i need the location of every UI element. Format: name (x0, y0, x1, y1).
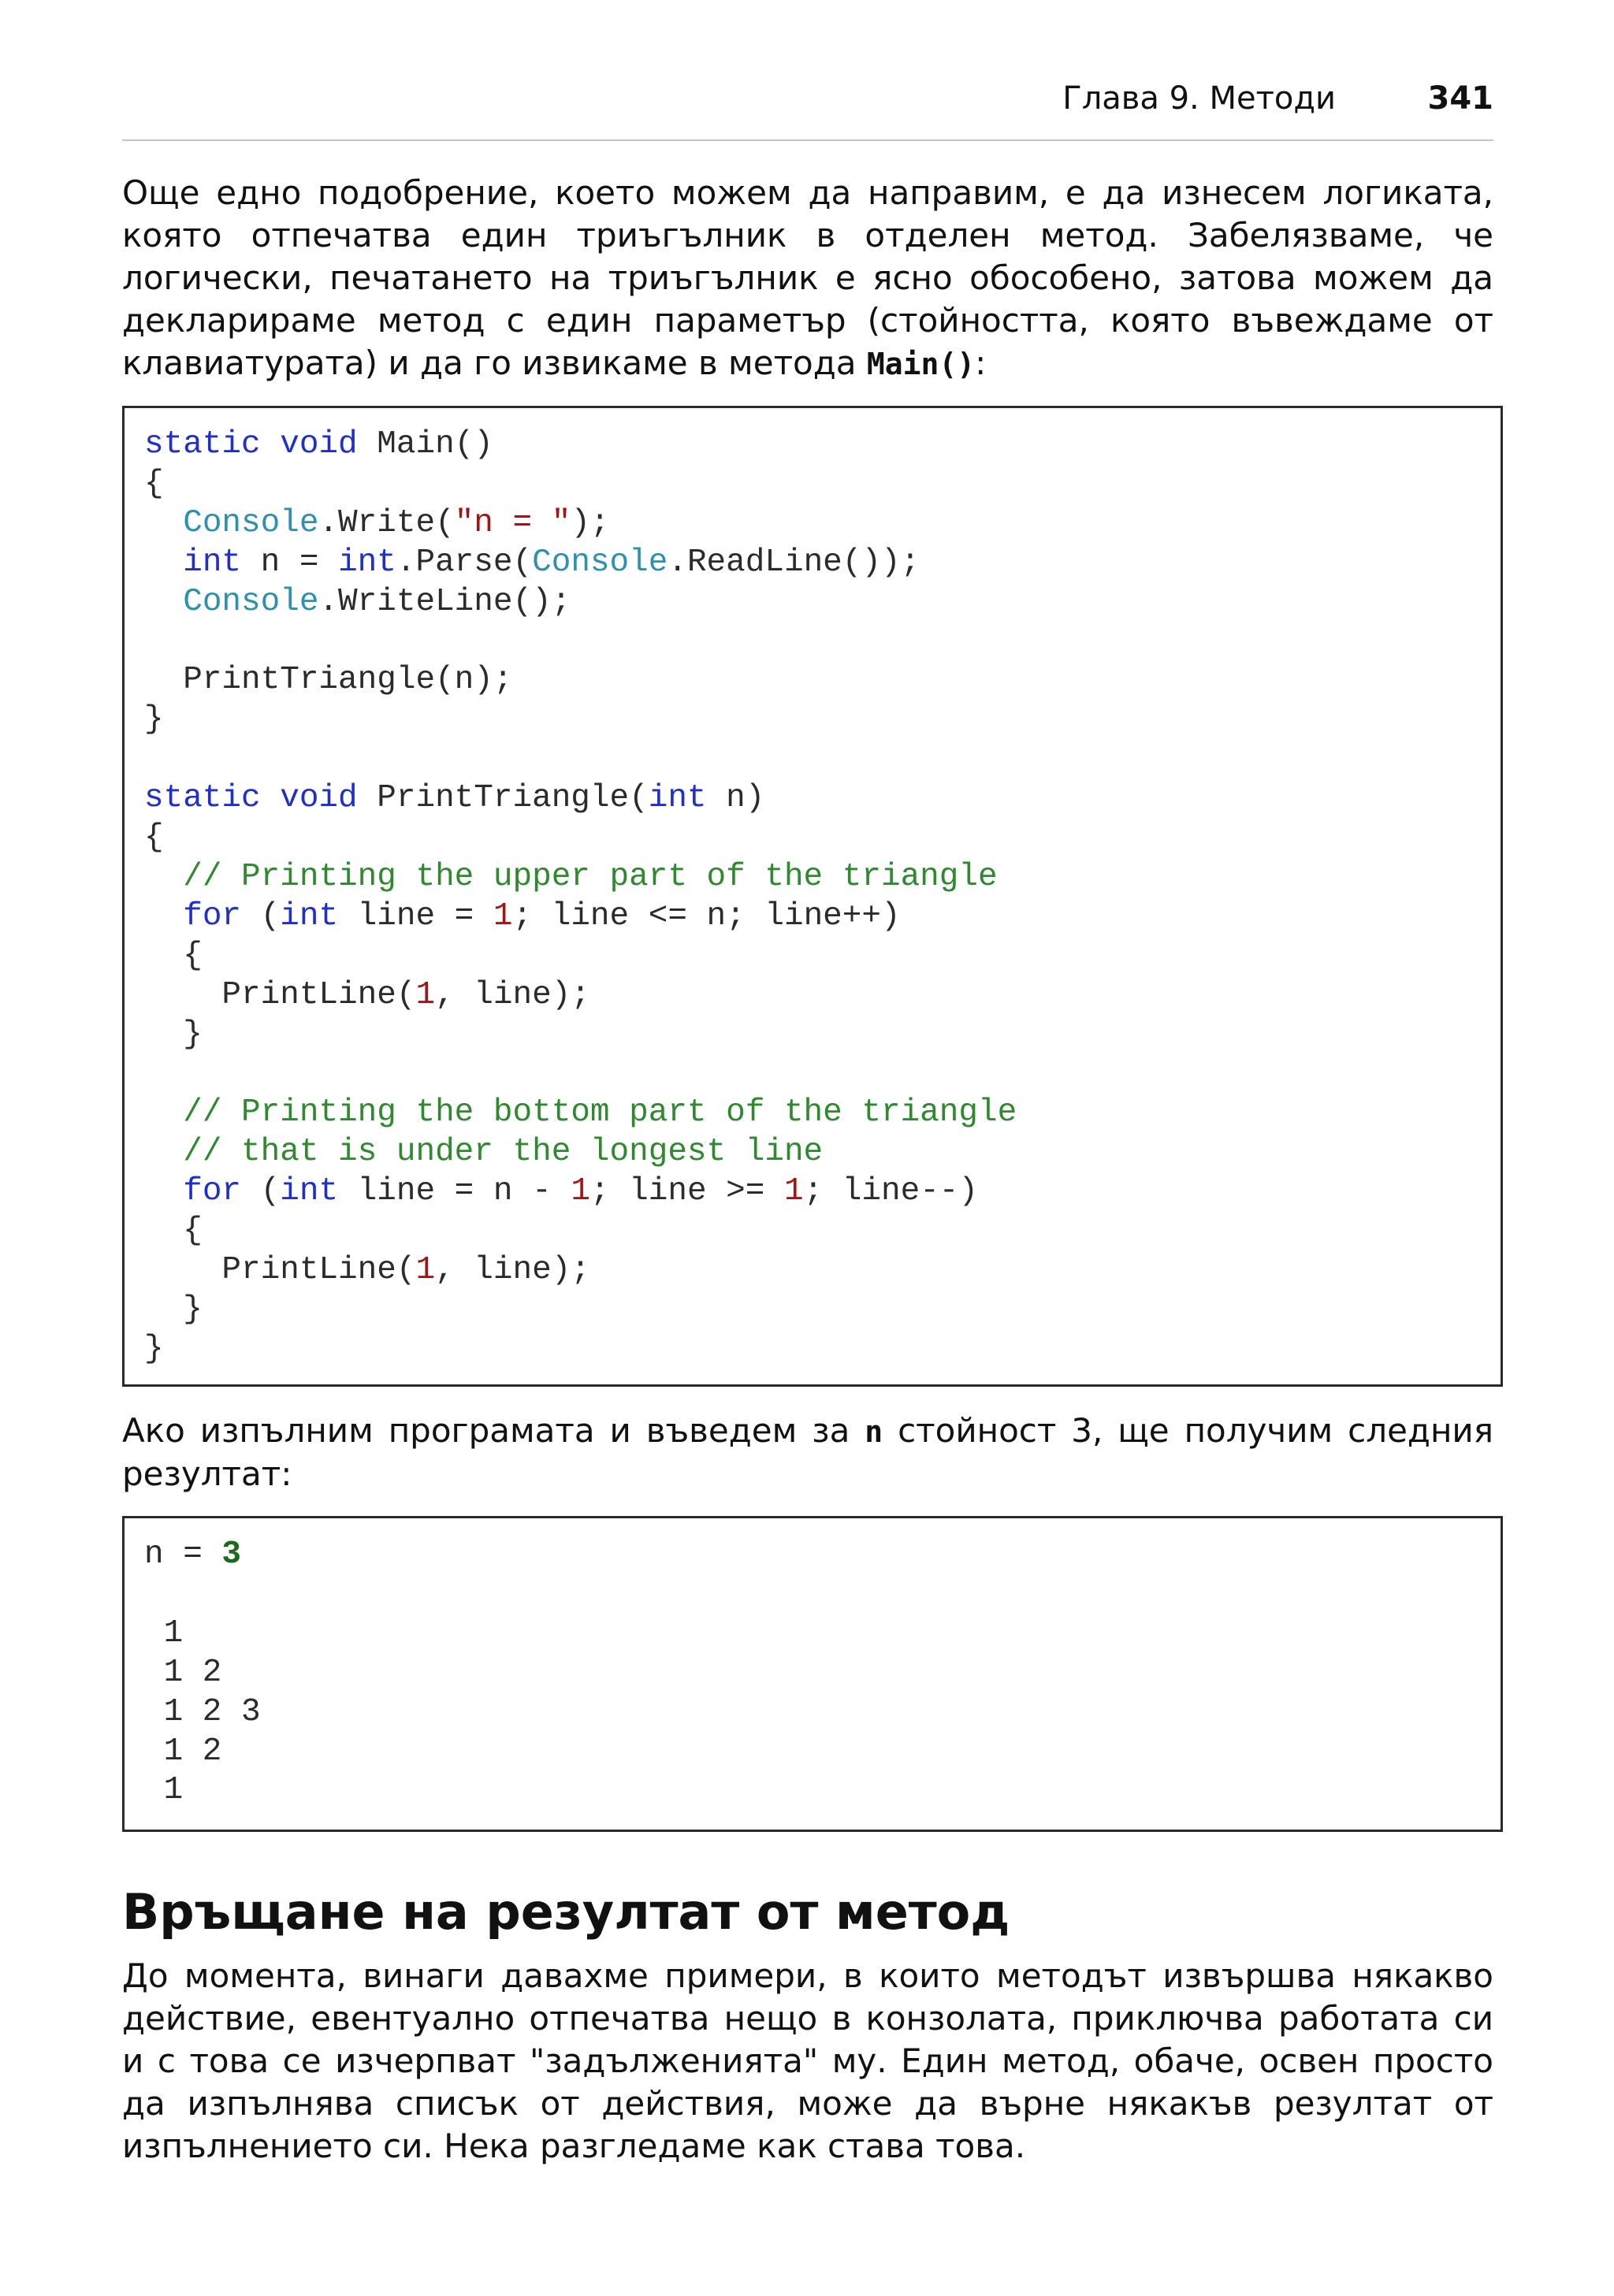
code-token: .Write( (318, 504, 455, 541)
code-token: 1 (571, 1173, 590, 1210)
code-token: { (144, 819, 164, 856)
code-line (144, 1213, 203, 1249)
code-line (144, 426, 493, 463)
code-line (144, 662, 512, 698)
code-token: int (183, 544, 242, 581)
code-token: "n = " (454, 504, 571, 541)
code-token (144, 505, 183, 541)
code-token (144, 584, 183, 620)
code-token: ; line >= (589, 1173, 784, 1210)
code-token: ); (571, 504, 610, 541)
section-line: До момента, винаги давахме примери, в които методът извършва някакво (122, 1956, 1493, 1995)
code-token: int (338, 544, 396, 581)
inline-code-n: n (865, 1414, 883, 1449)
chapter-title: Глава 9. Методи (1062, 80, 1336, 117)
code-line (144, 977, 590, 1013)
code-token: 1 2 (144, 1733, 222, 1770)
section-line: действие, евентуално отпечатва нещо в конзолата, приключва работата си (122, 1999, 1493, 2038)
code-token: n = (241, 544, 339, 581)
code-token: int (280, 1173, 339, 1210)
code-token: 1 (144, 1772, 184, 1809)
code-token: PrintLine( (144, 1252, 416, 1289)
code-token: PrintLine( (144, 976, 416, 1013)
output-line (144, 1615, 183, 1651)
code-token: 1 (415, 976, 436, 1013)
output-line (144, 1655, 221, 1691)
code-token: int (648, 780, 707, 817)
code-token: { (144, 1213, 203, 1250)
code-token: line = (338, 897, 493, 934)
code-line (144, 466, 164, 502)
section-paragraph (122, 1955, 1493, 2168)
page-header (122, 80, 1493, 117)
result-intro-line: резултат: (122, 1455, 292, 1493)
header-divider (122, 139, 1493, 141)
code-token: ( (241, 1173, 281, 1210)
code-line (144, 1016, 203, 1053)
code-token: 3 (221, 1536, 242, 1573)
code-token: 1 (783, 1173, 804, 1210)
code-token: static void (144, 780, 358, 817)
code-token: n) (706, 780, 765, 817)
code-token: Main() (357, 426, 493, 463)
intro-text: клавиатурата) и да го извикаме в метода (122, 344, 867, 382)
code-token (144, 1134, 183, 1170)
code-line (144, 1173, 978, 1209)
code-token: { (144, 937, 203, 974)
code-line (144, 1331, 164, 1367)
code-token: 1 (144, 1614, 184, 1651)
result-text: стойност 3, ще получим следния (883, 1411, 1493, 1450)
result-text: Ако изпълним програмата и въведем за (122, 1411, 865, 1450)
output-line (144, 1772, 183, 1808)
code-token: 1 2 (144, 1654, 222, 1691)
code-line (144, 898, 901, 934)
code-token: for (183, 1173, 242, 1210)
code-token: int (280, 897, 339, 934)
code-token: n = (144, 1536, 222, 1573)
intro-line: декларираме метод с един параметър (стойността, която въвеждаме от (122, 301, 1493, 340)
code-token (144, 1173, 183, 1209)
code-line (144, 938, 203, 974)
code-token: PrintTriangle( (357, 780, 649, 817)
code-token (144, 859, 183, 895)
result-intro-line (122, 1410, 1493, 1453)
code-token: Console (183, 504, 319, 541)
code-token: 1 2 3 (144, 1693, 261, 1730)
intro-line-last (122, 342, 1493, 385)
code-token: // Printing the bottom part of the triangle (183, 1094, 1017, 1131)
code-token: .Parse( (396, 544, 533, 581)
code-line (144, 1252, 590, 1288)
intro-text: : (975, 344, 987, 382)
code-token: ; line <= n; line++) (512, 897, 901, 934)
code-block (122, 406, 1503, 1387)
code-token (144, 544, 183, 581)
code-token: line = n - (338, 1173, 571, 1210)
code-line (144, 1291, 203, 1328)
code-token: 1 (493, 897, 513, 934)
code-token: , line); (435, 1252, 590, 1289)
code-token: for (183, 897, 242, 934)
result-intro-paragraph (122, 1410, 1493, 1495)
code-token: } (144, 1291, 203, 1328)
code-token: // that is under the longest line (183, 1134, 824, 1171)
section-heading: Връщане на резултат от метод (122, 1883, 1010, 1941)
console-output (144, 1536, 261, 1811)
output-line (144, 1694, 261, 1730)
code-token: } (144, 701, 164, 738)
code-line (144, 859, 998, 895)
inline-code-main: Main() (866, 347, 976, 381)
code-token: PrintTriangle(n); (144, 662, 513, 699)
code-token: // Printing the upper part of the triangle (183, 858, 998, 895)
page-number: 341 (1427, 80, 1493, 117)
code-token: 1 (415, 1252, 436, 1289)
output-line (144, 1733, 221, 1770)
code-token: ; line--) (803, 1173, 979, 1210)
code-token: static void (144, 426, 358, 463)
output-line (144, 1536, 241, 1573)
code-line (144, 780, 764, 816)
intro-line: логически, печатането на триъгълник е ясно обособено, затова можем да (122, 258, 1493, 297)
code-token: { (144, 465, 164, 502)
section-line: да изпълнява списък от действия, може да върне някакъв резултат от (122, 2084, 1493, 2123)
section-line: и с това се изчерпват "задълженията" му. Един метод, обаче, освен просто (122, 2042, 1493, 2080)
code-line (144, 701, 164, 737)
code-line (144, 1134, 823, 1170)
intro-paragraph (122, 172, 1493, 385)
code-token: Console (183, 583, 319, 620)
code-line (144, 584, 571, 620)
section-line: изпълнението си. Нека разгледаме как става това. (122, 2127, 1026, 2165)
code-token (144, 1094, 183, 1131)
intro-line: Още едно подобрение, което можем да направим, е да изнесем логиката, (122, 173, 1493, 212)
code-line (144, 505, 610, 541)
code-token: ( (241, 897, 281, 934)
code-line (144, 819, 164, 856)
code-token: .WriteLine(); (318, 583, 571, 620)
code-token: , line); (435, 976, 590, 1013)
code-token: Console (532, 544, 668, 581)
code-token: } (144, 1016, 203, 1053)
output-block (122, 1516, 1503, 1832)
code-token: .ReadLine()); (668, 544, 920, 581)
code-line (144, 1094, 1017, 1131)
code-token: } (144, 1330, 164, 1367)
code-line (144, 544, 920, 581)
code-token (144, 898, 183, 934)
intro-line: която отпечатва един триъгълник в отделен метод. Забелязваме, че (122, 216, 1493, 254)
code-listing (144, 425, 1017, 1369)
